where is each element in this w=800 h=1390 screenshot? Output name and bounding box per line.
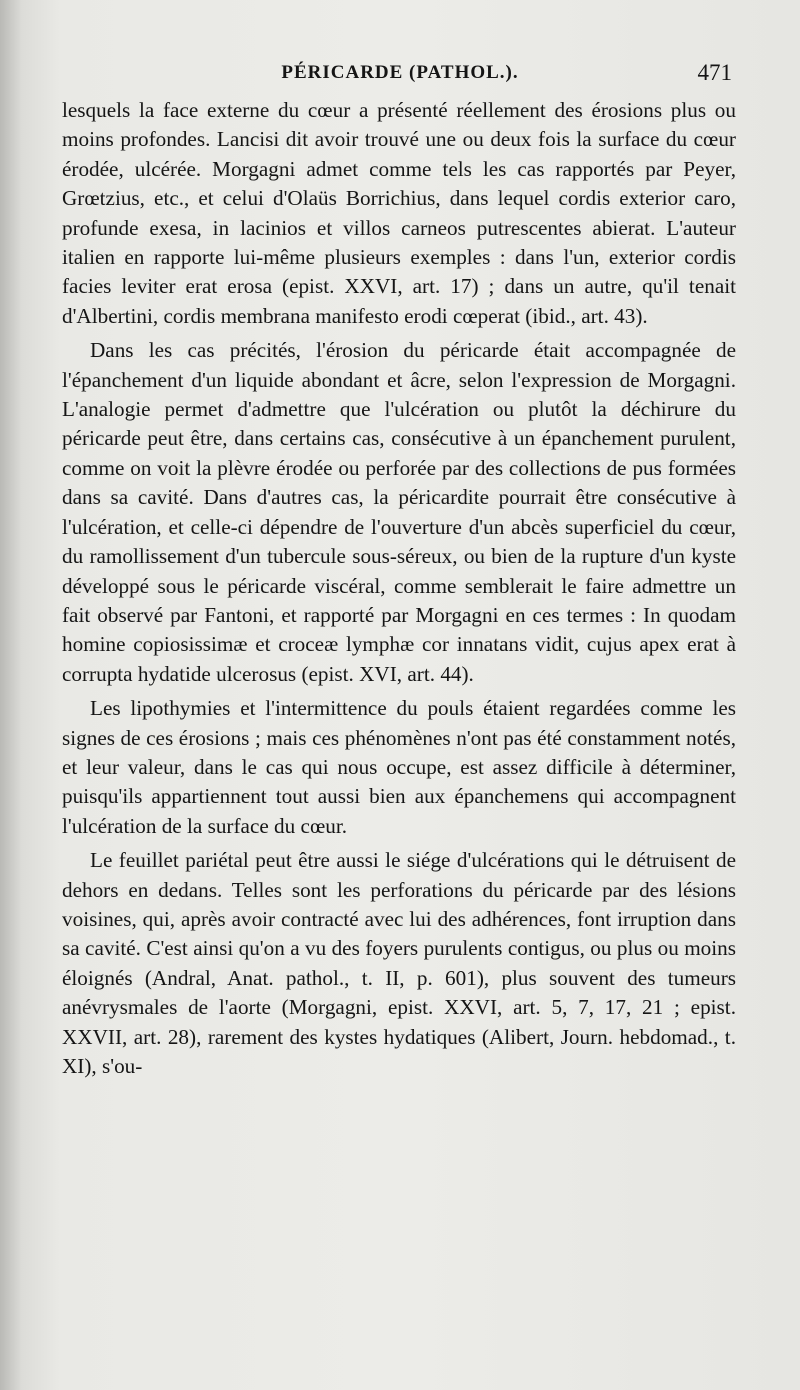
body-text — [62, 96, 736, 1081]
paragraph: Le feuillet pariétal peut être aussi le siége d'ulcérations qui le détruisent de dehors en dedans. Telles sont les perforations du péricarde par des lésions voisines, qui, après avoir contracté avec lui des adhérences, font irruption dans sa cavité. C'est ainsi qu'on a vu des foyers purulents contigus, ou plus ou moins éloignés (Andral, Anat. pathol., t. II, p. 601), plus souvent des tumeurs anévrysmales de l'aorte (Morgagni, epist. XXVI, art. 5, 7, 17, 21 ; epist. XXVII, art. 28), rarement des kystes hydatiques (Alibert, Journ. hebdomad., t. XI), s'ou- — [62, 848, 736, 1078]
paragraph: Dans les cas précités, l'érosion du péricarde était accompagnée de l'épanchement d'un liquide abondant et âcre, selon l'expression de Morgagni. L'analogie permet d'admettre que l'ulcération ou plutôt la déchirure du péricarde peut être, dans certains cas, consécutive à un épanchement purulent, comme on voit la plèvre érodée ou perforée par des collections de pus formées dans sa cavité. Dans d'autres cas, la péricardite pourrait être consécutive à l'ulcération, et celle-ci dépendre de l'ouverture d'un abcès superficiel du cœur, du ramollissement d'un tubercule sous-séreux, ou bien de la rupture d'un kyste développé sous le péricarde viscéral, comme semblerait le faire admettre un fait observé par Fantoni, et rapporté par Morgagni en ces termes : In quodam homine copiosissimæ et croceæ lymphæ cor innatans vidit, cujus apex erat à corrupta hydatide ulcerosus (epist. XVI, art. 44). — [62, 338, 736, 686]
page-header — [62, 62, 738, 92]
paragraph: Les lipothymies et l'intermittence du pouls étaient regardées comme les signes de ces érosions ; mais ces phénomènes n'ont pas été constamment notés, et leur valeur, dans le cas qui nous occupe, est assez difficile à déterminer, puisqu'ils appartiennent tout aussi bien aux épanchemens qui accompagnent l'ulcération de la surface du cœur. — [62, 696, 736, 838]
running-title: PÉRICARDE (PATHOL.). — [281, 62, 519, 83]
page-number: 471 — [697, 60, 732, 85]
paragraph: lesquels la face externe du cœur a présenté réellement des érosions plus ou moins profondes. Lancisi dit avoir trouvé une ou deux fois la surface du cœur érodée, ulcérée. Morgagni admet comme tels les cas rapportés par Peyer, Grœtzius, etc., et celui d'Olaüs Borrichius, dans lequel cordis exterior caro, profunde exesa, in lacinios et villos carneos putrescentes abierat. L'auteur italien en rapporte lui-même plusieurs exemples : dans l'un, exterior cordis facies leviter erat erosa (epist. XXVI, art. 17) ; dans un autre, qu'il tenait d'Albertini, cordis membrana manifesto erodi cœperat (ibid., art. 43). — [62, 98, 736, 328]
